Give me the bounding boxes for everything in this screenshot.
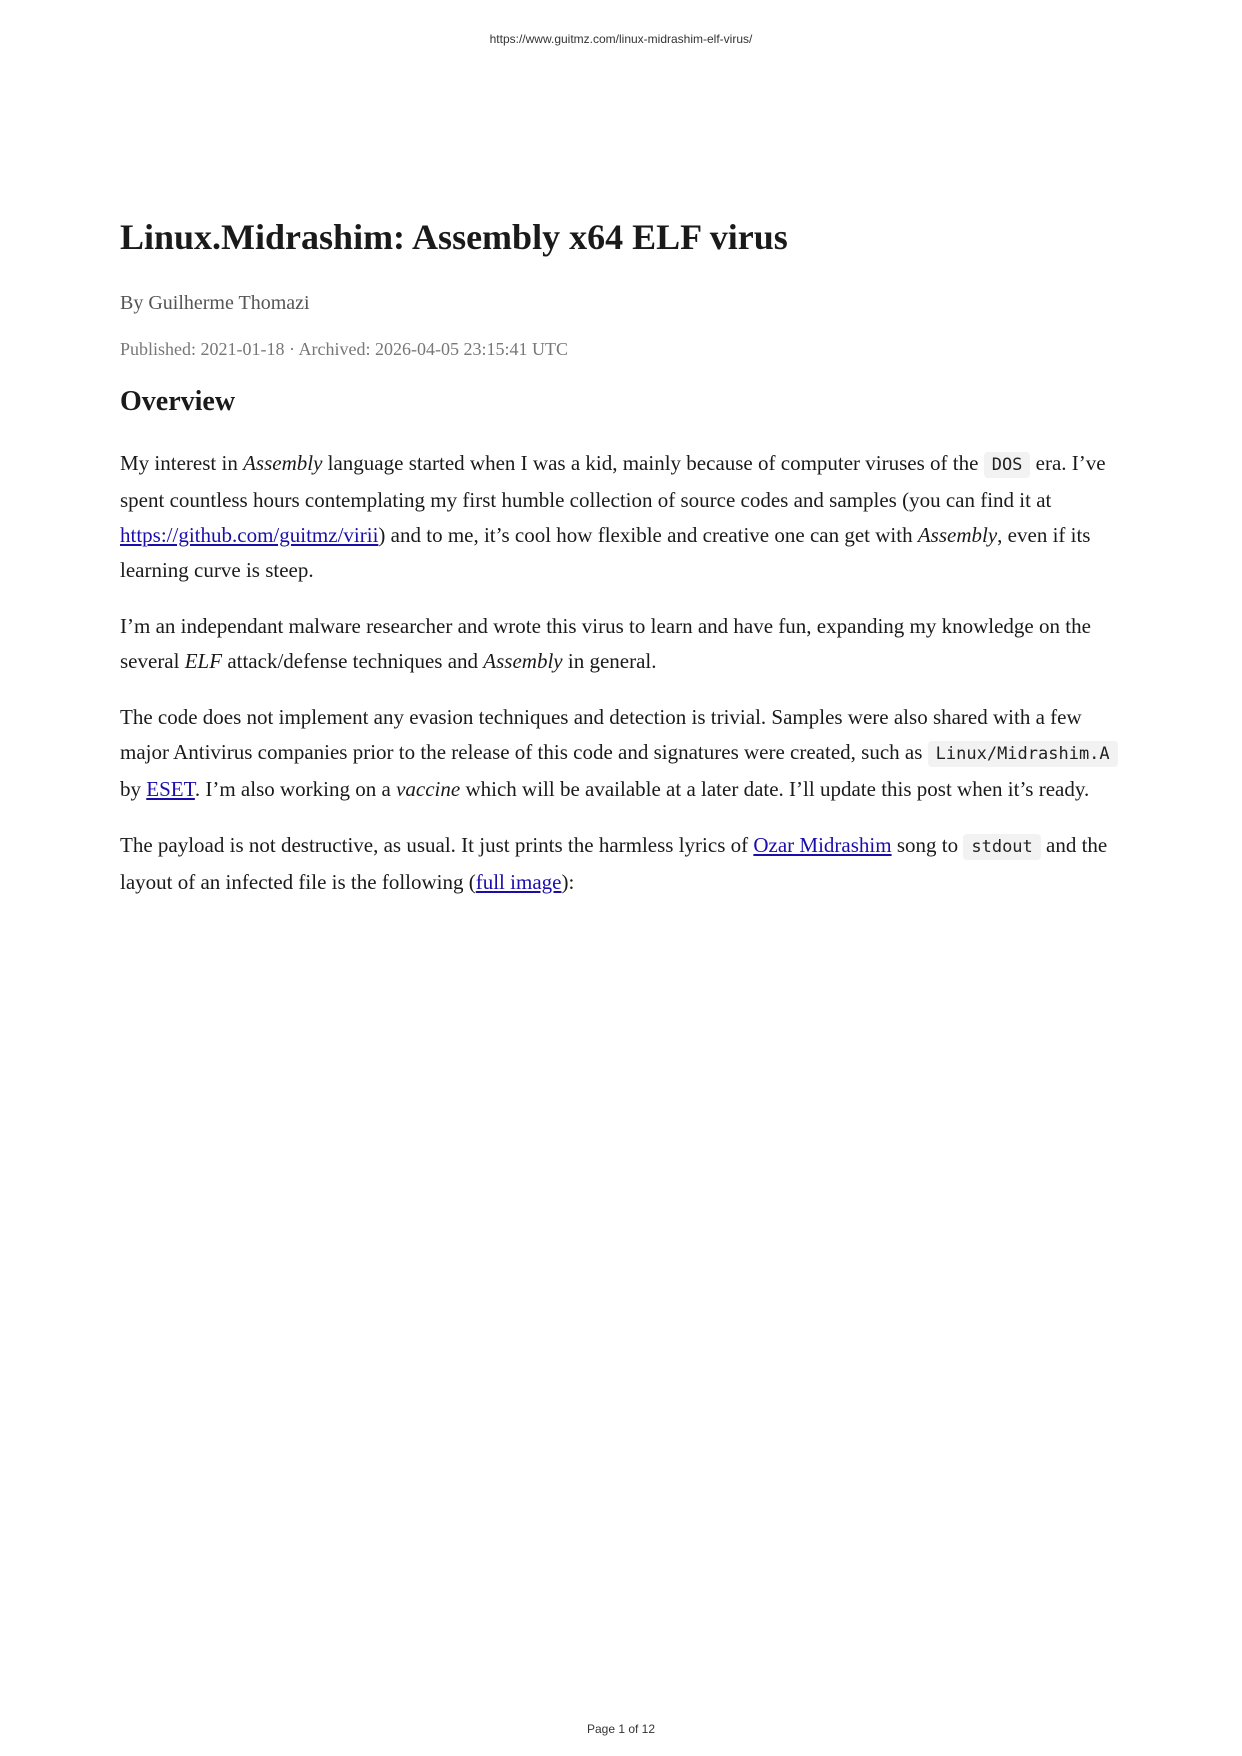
link-full-image[interactable]: full image bbox=[475, 870, 562, 894]
section-heading-overview: Overview bbox=[120, 386, 236, 417]
inline-code-dos: DOS bbox=[984, 452, 1031, 478]
emphasis-assembly: Assembly bbox=[917, 523, 998, 547]
text: The payload is not destructive, as usual. It just prints the harmless lyrics of bbox=[120, 833, 754, 857]
paragraph-2 bbox=[120, 609, 1130, 679]
link-eset[interactable]: ESET bbox=[146, 777, 195, 801]
paragraph-4 bbox=[120, 828, 1130, 900]
paragraph-1 bbox=[120, 446, 1130, 588]
page-url: https://www.guitmz.com/linux-midrashim-elf-virus/ bbox=[489, 32, 753, 46]
text: and the layout of an infected file is the following ( bbox=[120, 833, 1108, 894]
emphasis-vaccine: vaccine bbox=[396, 777, 461, 801]
author-byline: By Guilherme Thomazi bbox=[120, 292, 310, 314]
text: song to bbox=[891, 833, 964, 857]
emphasis-elf: ELF bbox=[184, 649, 223, 673]
paragraph-3 bbox=[120, 700, 1130, 807]
text: The code does not implement any evasion techniques and detection is trivial. Samples were also shared with a few major Antivirus companies prior to the release of this code and signatures were created, such as bbox=[120, 705, 1082, 764]
publish-meta: Published: 2021-01-18 · Archived: 2026-04-05 23:15:41 UTC bbox=[120, 339, 568, 359]
text: language started when I was a kid, mainly because of computer viruses of the bbox=[322, 451, 984, 475]
article bbox=[120, 212, 1130, 900]
link-ozar-midrashim[interactable]: Ozar Midrashim bbox=[753, 833, 892, 857]
text: attack/defense techniques and bbox=[222, 649, 484, 673]
text: ) and to me, it’s cool how flexible and creative one can get with bbox=[378, 523, 918, 547]
article-title: Linux.Midrashim: Assembly x64 ELF virus bbox=[120, 217, 788, 257]
text: era. I’ve spent countless hours contemplating my first humble collection of source codes and samples (you can find it at bbox=[120, 451, 1106, 512]
text: ): bbox=[561, 870, 575, 894]
emphasis-assembly: Assembly bbox=[483, 649, 563, 673]
link-github-virii[interactable]: https://github.com/guitmz/virii bbox=[120, 523, 379, 547]
text: in general. bbox=[562, 649, 657, 673]
inline-code-stdout: stdout bbox=[963, 834, 1040, 860]
inline-code-signature: Linux/Midrashim.A bbox=[928, 741, 1118, 767]
text: by bbox=[120, 777, 147, 801]
text: which will be available at a later date. I’ll update this post when it’s ready. bbox=[460, 777, 1090, 801]
text: My interest in bbox=[120, 451, 244, 475]
text: I’m an independant malware researcher and wrote this virus to learn and have fun, expanding my knowledge on the several bbox=[120, 614, 1091, 673]
emphasis-assembly: Assembly bbox=[243, 451, 323, 475]
text: , even if its learning curve is steep. bbox=[120, 523, 1091, 582]
text: . I’m also working on a bbox=[194, 777, 397, 801]
page-number: Page 1 of 12 bbox=[586, 1722, 656, 1736]
